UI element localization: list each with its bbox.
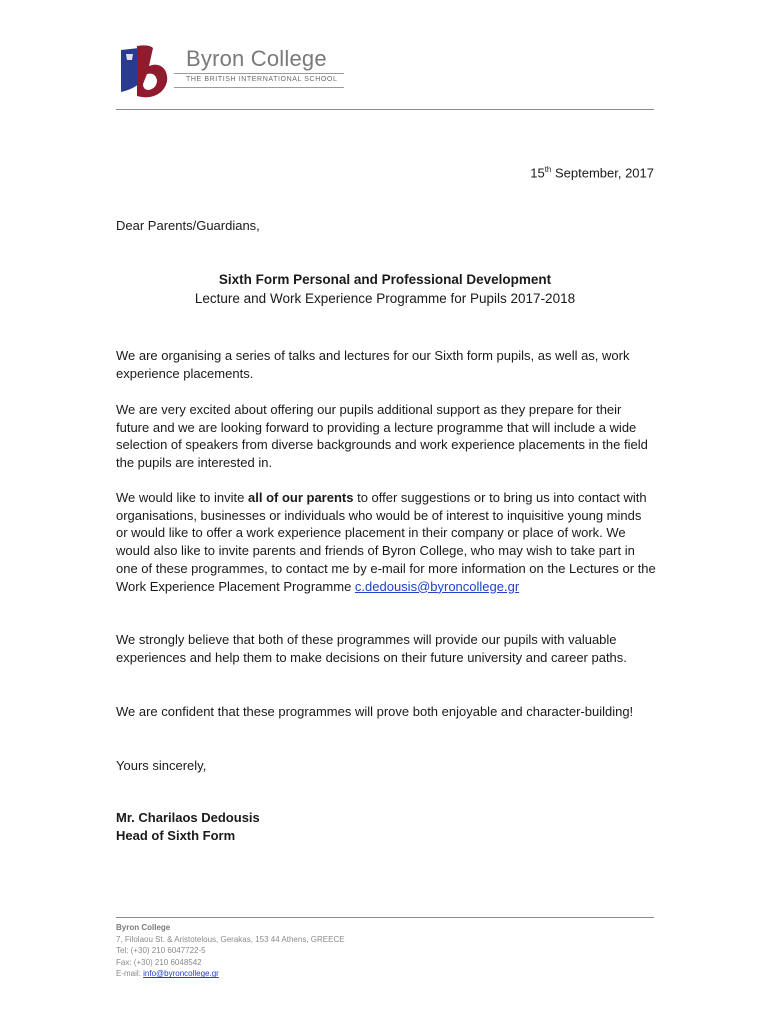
- footer-fax: Fax: (+30) 210 6048542: [116, 957, 202, 967]
- footer-email-link[interactable]: info@byroncollege.gr: [143, 969, 219, 979]
- tagline-divider-top: [174, 73, 344, 74]
- college-tagline: THE BRITISH INTERNATIONAL SCHOOL: [186, 76, 338, 83]
- footer-tel: Tel: (+30) 210 6047722-5: [116, 946, 206, 956]
- header-divider: [116, 109, 654, 110]
- footer-address: 7, Filolaou St. & Aristotelous, Gerakas, 153 44 Athens, GREECE: [116, 934, 345, 944]
- paragraph-belief: We strongly believe that both of these programmes will provide our pupils with valuable experiences and help them to make decisions on their future university and career paths.: [116, 632, 627, 665]
- letter-title: Sixth Form Personal and Professional Development: [218, 272, 552, 287]
- footer-college-name: Byron College: [116, 923, 171, 932]
- salutation: Dear Parents/Guardians,: [116, 218, 260, 233]
- footer-email-label: E-mail:: [116, 969, 144, 979]
- college-name: Byron College: [186, 46, 327, 71]
- date-suffix: th: [544, 165, 552, 174]
- footer-email-row: [116, 968, 345, 980]
- paragraph-intro: We are organising a series of talks and lectures for our Sixth form pupils, as well as, work experience placements.: [116, 348, 630, 381]
- tagline-divider-bottom: [174, 87, 344, 88]
- letter-subtitle: Lecture and Work Experience Programme for Pupils 2017-2018: [194, 291, 576, 306]
- date-day: 15: [530, 165, 545, 181]
- paragraph-confidence: We are confident that these programmes will prove both enjoyable and character-building!: [116, 704, 634, 719]
- byron-college-logo-icon: [119, 44, 171, 98]
- paragraph-support: We are very excited about offering our pupils additional support as they prepare for their future and we are looking forward to providing a lecture programme that will include a wide selection of speakers from diverse backgrounds and work experience placements in the field the pupils are interested in.: [116, 402, 648, 471]
- invitation-text-start: We would like to invite: [116, 490, 248, 505]
- contact-email-link[interactable]: c.dedousis@byroncollege.gr: [354, 578, 520, 594]
- invitation-text-rest: to offer suggestions or to bring us into contact with organisations, businesses or individuals who would be of interest to inquisitive young minds or would like to offer a work experience placement in their company or place of work. We would also like to invite parents and friends of Byron College, who may wish to take part in one of these programmes, to contact me by e-mail for more information on the Lectures or the Work Experience Placement Programme: [116, 490, 656, 594]
- footer-divider: [116, 917, 654, 918]
- footer-contact-block: [116, 922, 345, 980]
- signatory-role: Head of Sixth Form: [116, 828, 236, 843]
- letter-date: [530, 165, 654, 180]
- date-month-year: September, 2017: [551, 165, 654, 181]
- closing: Yours sincerely,: [116, 758, 207, 773]
- invitation-bold-text: all of our parents: [248, 490, 354, 505]
- paragraph-invitation: [116, 489, 656, 595]
- signatory-name: Mr. Charilaos Dedousis: [116, 810, 260, 825]
